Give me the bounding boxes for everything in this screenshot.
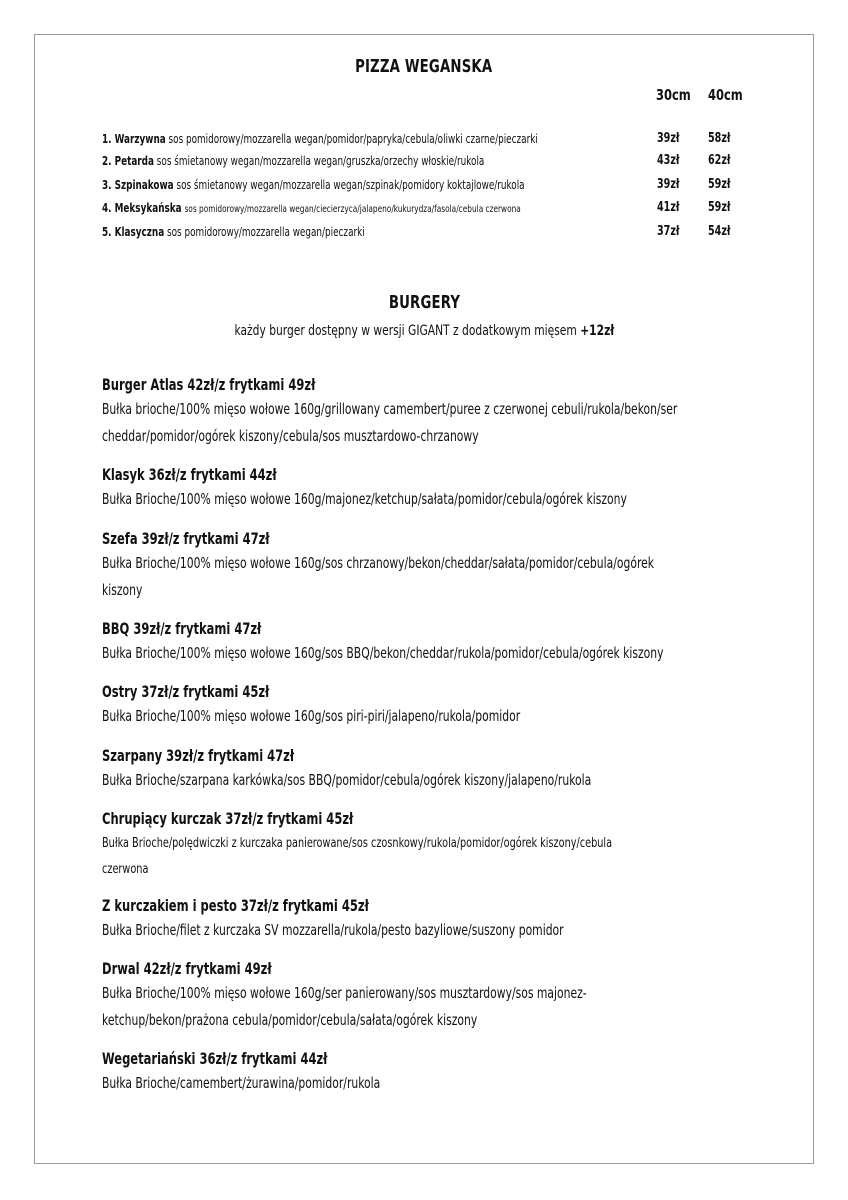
burger-item — [102, 681, 802, 730]
burger-description: Bułka Brioche/100% mięso wołowe 160g/ser panierowany/sos musztardowy/sos majonez- — [102, 984, 587, 1002]
pizza-price-30: 43zł — [657, 153, 680, 168]
burger-item — [102, 1048, 802, 1097]
burger-item — [102, 958, 802, 1034]
burger-title: Burger Atlas 42zł/z frytkami 49zł — [102, 375, 316, 394]
pizza-price-40: 59zł — [708, 200, 731, 215]
burger-subtitle-price: +12zł — [579, 323, 614, 339]
burger-description: Bułka Brioche/polędwiczki z kurczaka panierowane/sos czosnkowy/rukola/pomidor/ogórek kiszony/cebula — [102, 835, 613, 851]
burger-description: Bułka Brioche/100% mięso wołowe 160g/sos piri-piri/jalapeno/rukola/pomidor — [102, 707, 521, 725]
pizza-name: 1. Warzywna — [102, 132, 166, 146]
pizza-price-40: 58zł — [708, 131, 731, 146]
pizza-item — [102, 130, 762, 148]
burger-description: Bułka Brioche/szarpana karkówka/sos BBQ/pomidor/cebula/ogórek kiszony/jalapeno/rukola — [102, 771, 592, 789]
size-40-header: 40cm — [707, 86, 743, 104]
pizza-name: 5. Klasyczna — [102, 225, 165, 239]
burger-title: Klasyk 36zł/z frytkami 44zł — [102, 465, 277, 484]
pizza-item — [102, 223, 762, 241]
burger-title: Szefa 39zł/z frytkami 47zł — [102, 529, 270, 548]
burger-item — [102, 528, 802, 604]
pizza-price-40: 54zł — [708, 224, 731, 239]
burger-title: Ostry 37zł/z frytkami 45zł — [102, 682, 270, 701]
burger-description: Bułka Brioche/100% mięso wołowe 160g/majonez/ketchup/sałata/pomidor/cebula/ogórek kiszony — [102, 490, 627, 508]
burger-description: Bułka Brioche/100% mięso wołowe 160g/sos BBQ/bekon/cheddar/rukola/pomidor/cebula/ogórek kiszony — [102, 644, 664, 662]
pizza-price-30: 37zł — [657, 224, 680, 239]
pizza-name: 4. Meksykańska — [102, 201, 182, 215]
burger-section-heading: BURGERY — [388, 292, 460, 313]
pizza-description: sos pomidorowy/mozzarella wegan/ciecierzyca/jalapeno/kukurydza/fasola/cebula czerwona — [184, 204, 521, 215]
burger-title: Szarpany 39zł/z frytkami 47zł — [102, 746, 295, 765]
burger-title: Wegetariański 36zł/z frytkami 44zł — [102, 1049, 328, 1068]
pizza-description: sos śmietanowy wegan/mozzarella wegan/gruszka/orzechy włoskie/rukola — [156, 154, 485, 168]
pizza-description: sos pomidorowy/mozzarella wegan/pieczarki — [167, 225, 365, 239]
pizza-item — [102, 176, 762, 194]
burger-subtitle — [0, 323, 848, 339]
burger-description: Bułka Brioche/filet z kurczaka SV mozzarella/rukola/pesto bazyliowe/suszony pomidor — [102, 921, 564, 939]
pizza-name: 2. Petarda — [102, 154, 154, 168]
burger-description: Bułka Brioche/camembert/żurawina/pomidor/rukola — [102, 1074, 381, 1092]
pizza-price-30: 39zł — [657, 131, 680, 146]
burger-item — [102, 374, 802, 450]
burger-item — [102, 745, 802, 794]
pizza-price-40: 59zł — [708, 177, 731, 192]
burger-description: ketchup/bekon/prażona cebula/pomidor/cebula/sałata/ogórek kiszony — [102, 1011, 478, 1029]
pizza-price-30: 39zł — [657, 177, 680, 192]
burger-item — [102, 895, 802, 944]
pizza-price-30: 41zł — [657, 200, 680, 215]
burger-title: Chrupiący kurczak 37zł/z frytkami 45zł — [102, 809, 354, 828]
pizza-section-heading: PIZZA WEGANSKA — [355, 56, 493, 77]
burger-description: cheddar/pomidor/ogórek kiszony/cebula/sos musztardowo-chrzanowy — [102, 427, 479, 445]
pizza-price-40: 62zł — [708, 153, 731, 168]
burger-description: Bułka Brioche/100% mięso wołowe 160g/sos chrzanowy/bekon/cheddar/sałata/pomidor/cebula/ogórek — [102, 554, 655, 572]
burger-description: kiszony — [102, 581, 143, 599]
burger-title: BBQ 39zł/z frytkami 47zł — [102, 619, 262, 638]
pizza-description: sos śmietanowy wegan/mozzarella wegan/szpinak/pomidory koktajlowe/rukola — [176, 178, 525, 192]
pizza-item — [102, 199, 762, 217]
burger-title: Z kurczakiem i pesto 37zł/z frytkami 45zł — [102, 896, 369, 915]
pizza-item — [102, 152, 762, 170]
pizza-size-headers — [656, 86, 748, 104]
burger-description: Bułka brioche/100% mięso wołowe 160g/grillowany camembert/puree z czerwonej cebuli/rukola/bekon/ser — [102, 400, 678, 418]
burger-title: Drwal 42zł/z frytkami 49zł — [102, 959, 272, 978]
pizza-description: sos pomidorowy/mozzarella wegan/pomidor/papryka/cebula/oliwki czarne/pieczarki — [168, 132, 538, 146]
burger-item — [102, 464, 802, 513]
burger-description: czerwona — [102, 861, 149, 877]
pizza-name: 3. Szpinakowa — [102, 178, 174, 192]
burger-subtitle-text: każdy burger dostępny w wersji GIGANT z dodatkowym mięsem — [234, 323, 577, 339]
size-30-header: 30cm — [656, 86, 691, 104]
burger-item — [102, 618, 802, 667]
burger-item — [102, 808, 802, 882]
